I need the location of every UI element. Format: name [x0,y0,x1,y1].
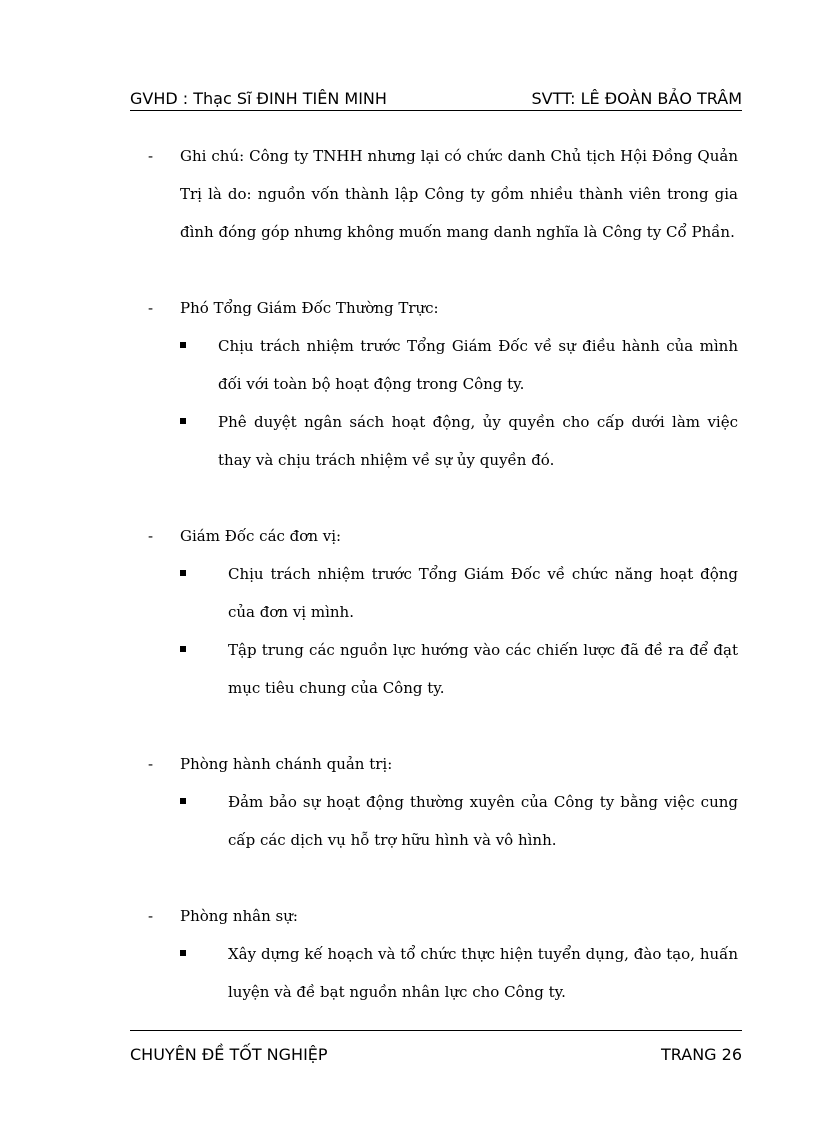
square-bullet-icon [180,342,186,348]
page-header [130,84,742,108]
header-student: SVTT: LÊ ĐOÀN BẢO TRÂM [531,89,742,108]
header-advisor: GVHD : Thạc Sĩ ĐINH TIÊN MINH [130,89,387,108]
header-divider [130,110,742,111]
list-item [130,327,738,403]
section-dash: - [148,907,154,925]
section-dash: - [148,755,154,773]
list-item-text: Xây dựng kế hoạch và tổ chức thực hiện tuyển dụng, đào tạo, huấn luyện và đề bạt nguồn nhân lực cho Công ty. [228,945,738,1001]
section-dash: - [148,299,154,317]
section-admin-office [130,745,738,859]
section-heading: Phòng hành chánh quản trị: [180,755,393,773]
section-dash: - [148,527,154,545]
list-item [130,403,738,479]
square-bullet-icon [180,950,186,956]
section-dash: - [148,147,154,165]
page-number: TRANG 26 [661,1045,742,1064]
section-heading: Phó Tổng Giám Đốc Thường Trực: [180,299,439,317]
list-item-text: Tập trung các nguồn lực hướng vào các chiến lược đã đề ra để đạt mục tiêu chung của Công ty. [228,641,738,697]
section-unit-directors [130,517,738,707]
section-hr-office [130,897,738,1011]
square-bullet-icon [180,798,186,804]
list-item [130,631,738,707]
list-item [130,783,738,859]
list-item-text: Phê duyệt ngân sách hoạt động, ủy quyền cho cấp dưới làm việc thay và chịu trách nhiệm về sự ủy quyền đó. [218,413,738,469]
section-note [130,137,738,251]
list-item-text: Chịu trách nhiệm trước Tổng Giám Đốc về chức năng hoạt động của đơn vị mình. [228,565,738,621]
list-item-text: Chịu trách nhiệm trước Tổng Giám Đốc về sự điều hành của mình đối với toàn bộ hoạt động trong Công ty. [218,337,738,393]
section-heading: Phòng nhân sự: [180,907,298,925]
section-heading: Giám Đốc các đơn vị: [180,527,342,545]
square-bullet-icon [180,418,186,424]
page-footer [130,1042,742,1064]
list-item [130,555,738,631]
list-item [130,935,738,1011]
list-item-text: Đảm bảo sự hoạt động thường xuyên của Công ty bằng việc cung cấp các dịch vụ hỗ trợ hữu hình và vô hình. [228,793,738,849]
note-paragraph: Ghi chú: Công ty TNHH nhưng lại có chức danh Chủ tịch Hội Đồng Quản Trị là do: nguồn vốn thành lập Công ty gồm nhiều thành viên trong gia đình đóng góp nhưng không muốn mang danh nghĩa là Công ty Cổ Phần. [180,147,738,241]
square-bullet-icon [180,570,186,576]
square-bullet-icon [180,646,186,652]
footer-title: CHUYÊN ĐỀ TỐT NGHIỆP [130,1045,328,1064]
footer-divider [130,1030,742,1031]
page-body [130,137,738,1049]
section-deputy-director [130,289,738,479]
